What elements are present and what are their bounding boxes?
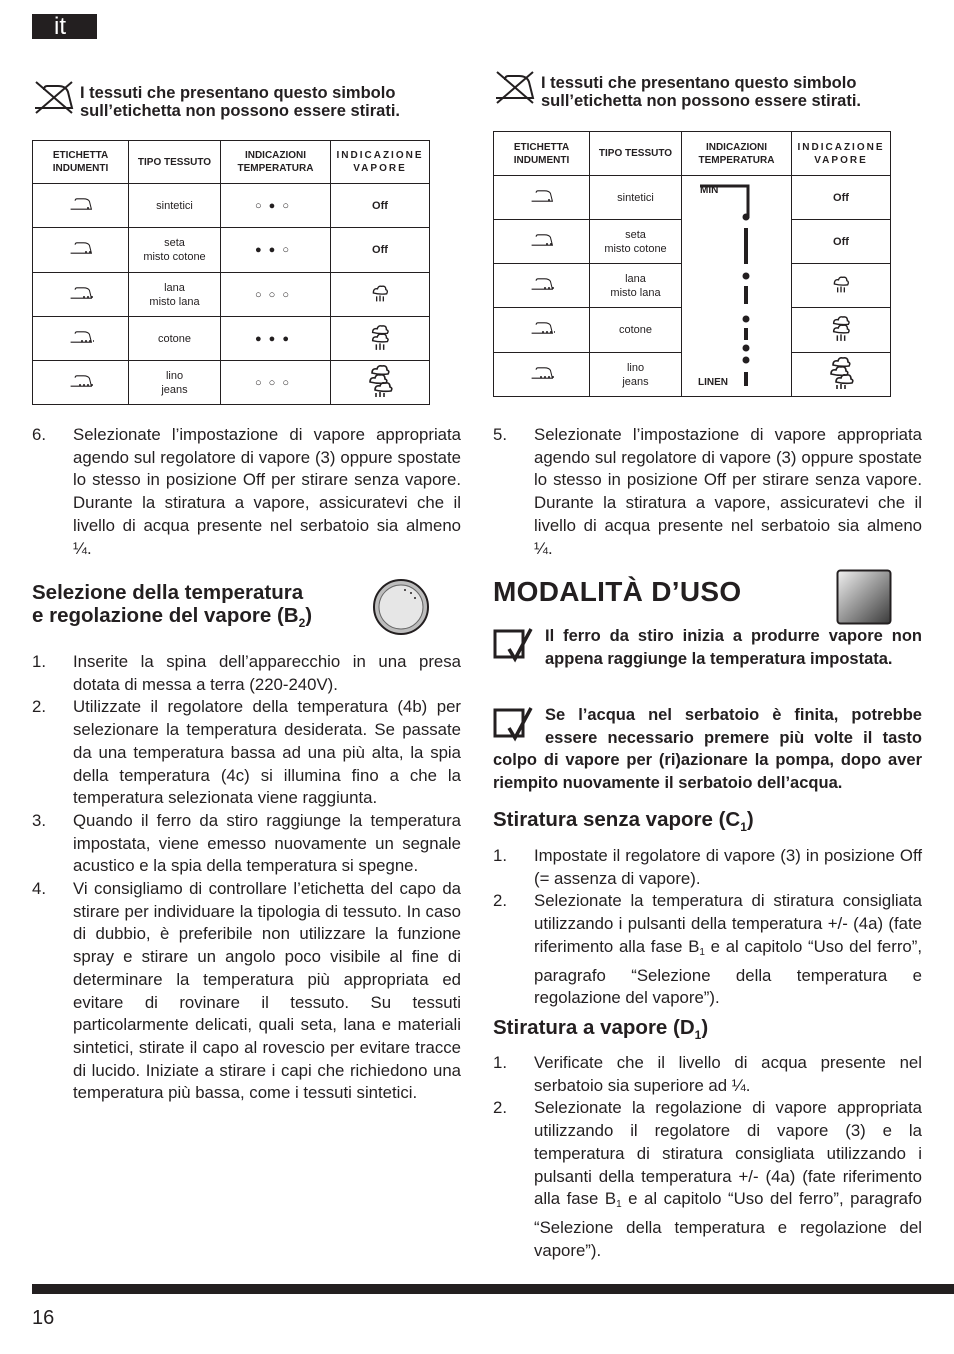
iron-four-dot-icon <box>529 320 555 336</box>
steam-off: Off <box>792 220 891 264</box>
temperature-scale <box>682 176 792 397</box>
steam-low-icon <box>831 274 851 294</box>
list-item: 6. Selezionate l’impostazione di vapore appropriata agendo sul regolatore di vapore (3) oppure spostate lo stesso in posizione Off per stirare senza vapore. Durante la stiratura a vapore, assicuratevi che il livello di acqua presente nel serbatoio sia almeno ¼. <box>32 425 461 558</box>
page-title: MODALITÀ D’USO <box>493 576 742 607</box>
fabric-name: seta <box>164 237 185 249</box>
page-number: 16 <box>32 1307 55 1329</box>
iron-two-dot-icon <box>68 240 94 256</box>
no-iron-icon <box>493 70 537 104</box>
temperature-scale-bar <box>682 176 792 396</box>
header-steam: INDICAZIONE VAPORE <box>792 132 891 176</box>
fabric-name-2: jeans <box>161 383 188 396</box>
list-item: 1. Impostate il regolatore di vapore (3) in posizione Off (= assenza di vapore). <box>493 846 922 888</box>
list-item: 5. Selezionate l’impostazione di vapore appropriata agendo sul regolatore di vapore (3) oppure spostate lo stesso in posizione Off per stirare senza vapore. Durante la stiratura a vapore, assicuratevi che il livello di acqua presente nel serbatoio sia almeno ¼. <box>493 425 922 558</box>
fabric-name: sintetici <box>590 176 682 220</box>
iron-one-dot-icon <box>68 196 94 212</box>
fabric-name: lana <box>625 272 646 285</box>
scale-max-label: LINEN <box>698 377 728 388</box>
fabric-name: lino <box>165 369 184 382</box>
fabric-name-2: misto lana <box>610 286 661 299</box>
dry-steps-list <box>493 845 922 1010</box>
fabric-name: sintetici <box>156 199 193 212</box>
left-step-6-list <box>32 424 461 560</box>
steam-steps-list <box>493 1052 922 1262</box>
fabric-name: seta <box>625 228 646 241</box>
table-row <box>33 184 430 228</box>
iron-two-dot-icon <box>68 285 94 301</box>
fabric-name: cotone <box>590 308 682 353</box>
iron-two-dot-icon <box>529 232 555 248</box>
steam-high-icon <box>367 364 393 398</box>
header-label: ETICHETTA INDUMENTI <box>33 141 129 184</box>
steam-off: Off <box>331 184 430 228</box>
iron-three-dot-icon <box>529 276 555 292</box>
temp-dots: ●●● <box>221 317 331 361</box>
section-heading-dry: Stiratura senza vapore $(C_1)$ <box>493 808 754 835</box>
list-item: 4. Vi consigliamo di controllare l’etichetta del capo da stirare per individuare la tipologia di tessuto. In caso di dubbio, è preferibile non utilizzare la funzione spray e stirare un angolo poco visibile al fine di determinare la temperatura più appropriata ed evitare di rovinare il tessuto. Su tessuti particolarmente delicati, quali seta, lana e materiali sintetici, stirate il capo al rovescio per evitare tracce di lucido. Iniziate a stirare i capi che richiedono una temperatura più bassa, come i tessuti sintetici. <box>32 879 461 1103</box>
no-iron-icon <box>32 80 76 114</box>
steam-medium-icon <box>369 323 391 351</box>
note-empty-tank: Se l’acqua nel serbatoio è finita, potrebbe essere necessario premere più volte il tasto colpo di vapore per (ri)azionare la pompa, dopo aver riempito nuovamente il serbatoio dell’acqua. <box>493 706 922 792</box>
iron-four-dot-icon <box>68 373 94 389</box>
section-heading-temp: Selezione della temperatura e regolazione del vapore $(B_2)$ <box>32 581 313 631</box>
header-fabric: TIPO TESSUTO <box>129 141 221 184</box>
no-iron-notice-right <box>493 70 922 110</box>
right-step-5-list <box>493 424 922 560</box>
fabric-name: cotone <box>129 317 221 361</box>
footer-bar <box>32 1284 954 1294</box>
header-steam: INDICAZIONE VAPORE <box>331 141 430 184</box>
notice-text: I tessuti che presentano questo simbolo sull’etichetta non possono essere stirati. <box>541 74 862 110</box>
notice-text: I tessuti che presentano questo simbolo sull’etichetta non possono essere stirati. <box>80 84 401 120</box>
steam-off: Off <box>331 228 430 273</box>
fabric-name-2: misto lana <box>149 295 200 308</box>
list-item: 1. Verificate che il livello di acqua presente nel serbatoio sia superiore ad ¼. <box>493 1053 922 1095</box>
fabric-table-left <box>32 140 430 405</box>
steam-high-icon <box>828 356 854 390</box>
table-row <box>33 361 430 405</box>
fabric-table-right <box>493 131 891 397</box>
iron-three-dot-icon <box>68 329 94 345</box>
fabric-name: lana <box>164 281 185 294</box>
temp-dots: ●●○ <box>221 228 331 273</box>
no-iron-notice-left <box>32 80 461 120</box>
fabric-name: lino <box>626 361 645 374</box>
gradient-square-icon <box>836 569 892 625</box>
fabric-name-2: jeans <box>622 375 649 388</box>
steam-off: Off <box>792 176 891 220</box>
fabric-name-2: misto cotone <box>604 242 667 255</box>
iron-one-dot-icon <box>529 188 555 204</box>
steam-medium-icon <box>830 314 852 342</box>
iron-five-dot-icon <box>529 365 555 381</box>
section-heading-steam: Stiratura a vapore $(D_1)$ <box>493 1016 709 1043</box>
check-note-icon <box>493 627 533 663</box>
scale-min-label: MIN <box>700 185 719 196</box>
list-item: 3. Quando il ferro da stiro raggiunge la temperatura impostata, viene emesso nuovamente un segnale acustico e la spia della temperatura si spegne. <box>32 810 461 876</box>
list-item: 1. Inserite la spina dell’apparecchio in una presa dotata di messa a terra (220-240V). <box>32 652 461 694</box>
check-note-icon <box>493 706 533 742</box>
header-temp: INDICAZIONI TEMPERATURA <box>682 132 792 176</box>
steam-low-icon <box>370 283 390 303</box>
table-row <box>33 317 430 361</box>
list-item: 2. Utilizzate il regolatore della temperatura (4b) per selezionare la temperatura desiderata. Se passate da una temperatura bassa ad una più alta, la spia della temperatura (4c) si illumina fino a che la temperatura selezionata viene raggiunta. <box>32 697 461 808</box>
language-tab: it <box>32 14 97 39</box>
temp-dots: ○●○ <box>221 184 331 228</box>
header-temp: INDICAZIONI TEMPERATURA <box>221 141 331 184</box>
header-label: ETICHETTA INDUMENTI <box>494 132 590 176</box>
temperature-dial-icon <box>372 578 430 636</box>
temp-dots: ○○○ <box>221 361 331 405</box>
temp-dots: ○○○ <box>221 273 331 317</box>
table-row <box>494 176 891 220</box>
fabric-name-2: misto cotone <box>143 251 206 263</box>
table-row <box>33 228 430 273</box>
header-fabric: TIPO TESSUTO <box>590 132 682 176</box>
temp-steps-list <box>32 651 461 1105</box>
list-item: 2. Selezionate la regolazione di vapore appropriata utilizzando il regolatore di vapore (3) e la temperatura di stiratura consigliata utilizzando i pulsanti della temperatura +/- (4a) (fate riferimento alla fase B1 e al capitolo “Uso del ferro”, paragrafo “Selezione della temperatura e regolazione del vapore”). <box>493 1098 922 1260</box>
list-item: 2. Selezionate la temperatura di stiratura consigliata utilizzando i pulsanti della temperatura +/- (4a) (fate riferimento alla fase B1 e al capitolo “Uso del ferro”, paragrafo “Selezione della temperatura e regolazione del vapore”). <box>493 891 922 1008</box>
note-steam-start: Il ferro da stiro inizia a produrre vapore non appena raggiunge la temperatura impostata. <box>493 625 922 670</box>
table-row <box>33 273 430 317</box>
